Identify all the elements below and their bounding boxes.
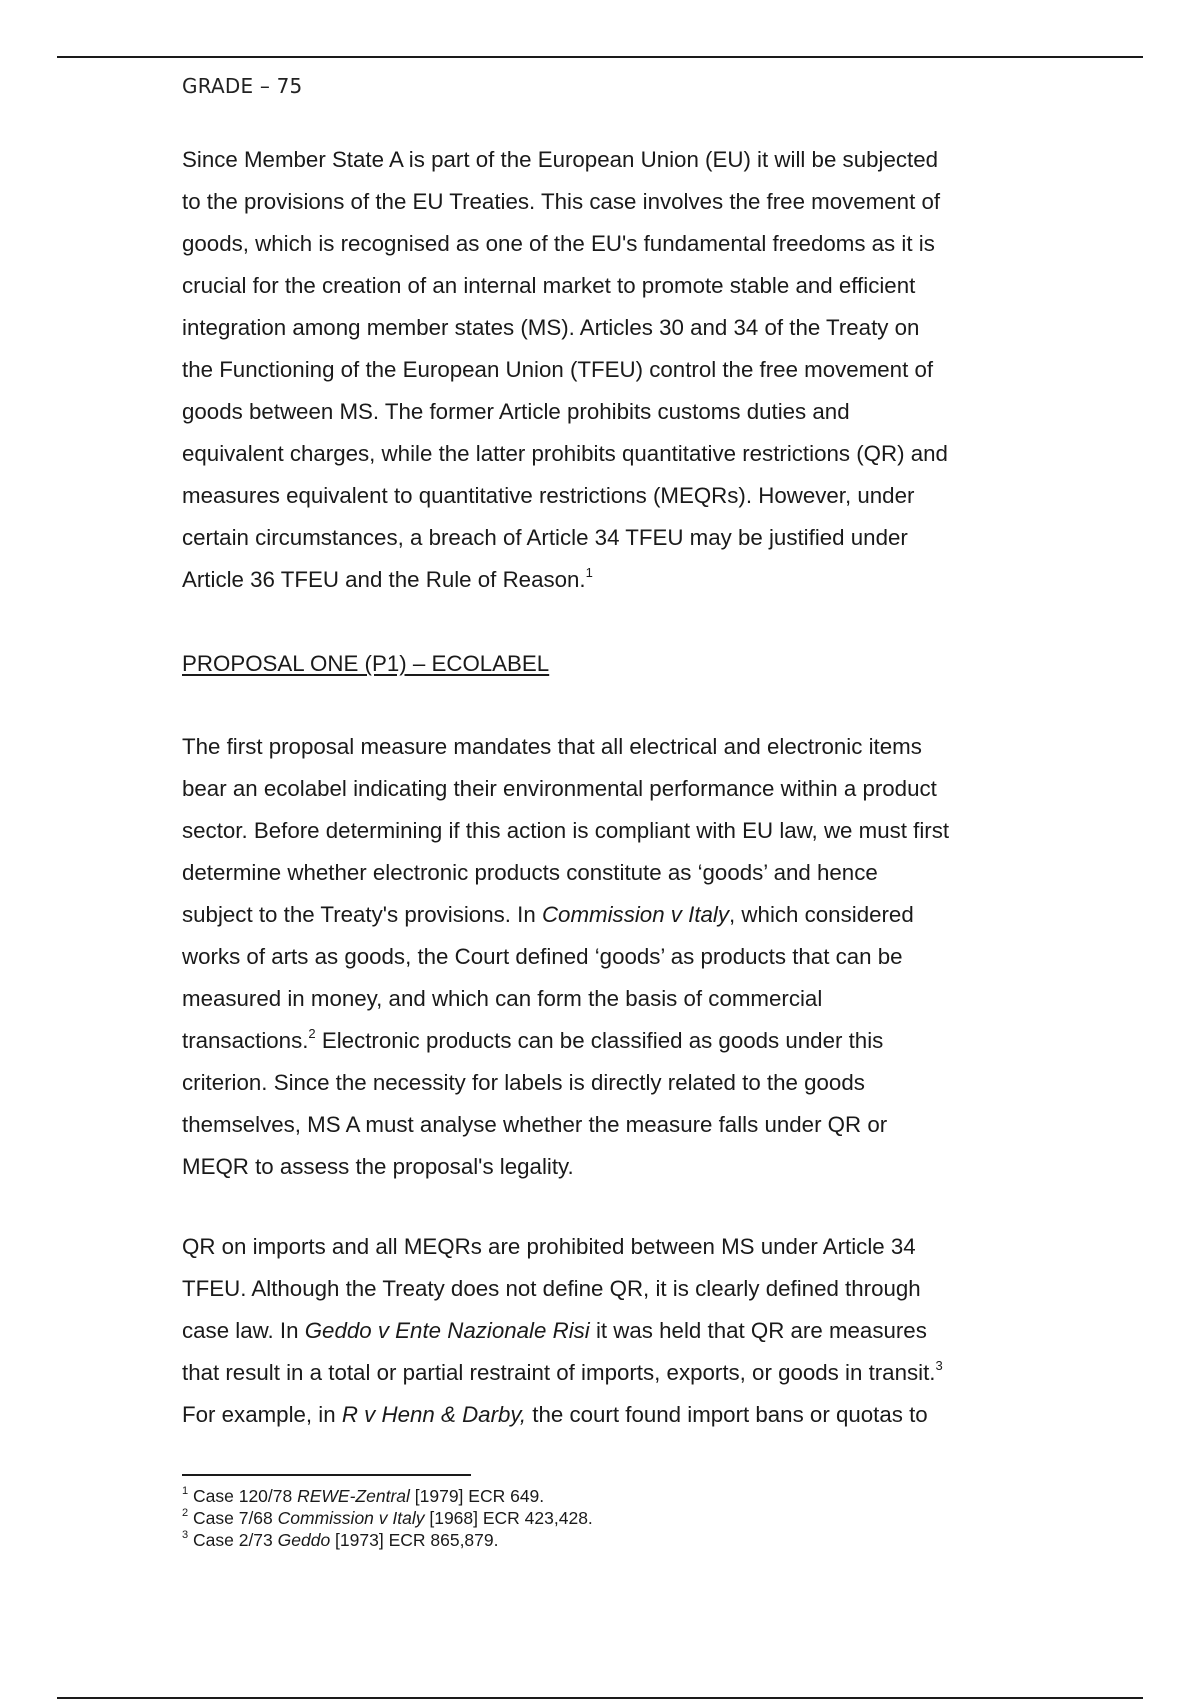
footnote-text: [1979] ECR 649. (409, 1486, 545, 1506)
footnote-text: [1973] ECR 865,879. (330, 1530, 499, 1550)
text-line (182, 1352, 1042, 1394)
footnote-1 (182, 1485, 593, 1507)
footnote-text: Case 120/78 (193, 1486, 298, 1506)
footnote-number: 3 (182, 1529, 189, 1542)
text-line: measured in money, and which can form the basis of commercial (182, 986, 823, 1011)
text-line: integration among member states (MS). Articles 30 and 34 of the Treaty on (182, 315, 920, 340)
intro-paragraph (182, 139, 1042, 601)
footnotes (182, 1485, 593, 1551)
footnote-text: [1968] ECR 423,428. (424, 1508, 593, 1528)
text-line: criterion. Since the necessity for labels is directly related to the goods (182, 1070, 865, 1095)
text-fragment: case law. In (182, 1318, 305, 1343)
footnote-text: Case 2/73 (193, 1530, 278, 1550)
footnote-separator (182, 1474, 471, 1476)
text-line: The first proposal measure mandates that all electrical and electronic items (182, 734, 922, 759)
qr-paragraph (182, 1226, 1042, 1436)
text-line: bear an ecolabel indicating their environmental performance within a product (182, 776, 937, 801)
text-line: goods, which is recognised as one of the EU's fundamental freedoms as it is (182, 231, 935, 256)
text-fragment: For example, in (182, 1402, 342, 1427)
text-line: crucial for the creation of an internal market to promote stable and efficient (182, 273, 916, 298)
text-fragment: transactions. (182, 1028, 309, 1053)
proposal-one-paragraph (182, 726, 1042, 1188)
text-line: to the provisions of the EU Treaties. This case involves the free movement of (182, 189, 941, 214)
text-line: the Functioning of the European Union (TFEU) control the free movement of (182, 357, 934, 382)
footnote-ref-3: 3 (935, 1357, 943, 1373)
footnote-case-name: REWE-Zentral (297, 1486, 410, 1506)
text-fragment: that result in a total or partial restraint of imports, exports, or goods in transit. (182, 1360, 936, 1385)
case-name-geddo: Geddo v Ente Nazionale Risi (304, 1318, 590, 1343)
text-line (182, 1310, 1042, 1352)
text-line: goods between MS. The former Article prohibits customs duties and (182, 399, 850, 424)
text-fragment: subject to the Treaty's provisions. In (182, 902, 542, 927)
footnote-case-name: Geddo (277, 1530, 331, 1550)
footnote-ref-1: 1 (585, 564, 593, 580)
text-line (182, 1394, 1042, 1436)
text-line: determine whether electronic products constitute as ‘goods’ and hence (182, 860, 878, 885)
case-name-henn-darby: R v Henn & Darby, (341, 1402, 527, 1427)
text-line (182, 1020, 1042, 1062)
text-line-content: Article 36 TFEU and the Rule of Reason. (182, 567, 586, 592)
text-line: themselves, MS A must analyse whether the measure falls under QR or (182, 1112, 888, 1137)
text-line (182, 894, 1042, 936)
text-line: equivalent charges, while the latter prohibits quantitative restrictions (QR) and (182, 441, 948, 466)
text-line: certain circumstances, a breach of Article 34 TFEU may be justified under (182, 525, 908, 550)
section-heading-proposal-one: PROPOSAL ONE (P1) – ECOLABEL (182, 651, 550, 676)
footnote-case-name: Commission v Italy (277, 1508, 425, 1528)
footnote-2 (182, 1507, 593, 1529)
case-name-commission-v-italy: Commission v Italy (541, 902, 730, 927)
text-fragment: , which considered (729, 902, 914, 927)
top-rule (57, 56, 1143, 58)
footnote-text: Case 7/68 (193, 1508, 278, 1528)
text-line: sector. Before determining if this action is compliant with EU law, we must first (182, 818, 950, 843)
text-line: QR on imports and all MEQRs are prohibited between MS under Article 34 (182, 1234, 916, 1259)
text-line: Since Member State A is part of the European Union (EU) it will be subjected (182, 147, 939, 172)
text-line: measures equivalent to quantitative restrictions (MEQRs). However, under (182, 483, 915, 508)
footnote-number: 1 (182, 1485, 189, 1498)
footnote-number: 2 (182, 1507, 189, 1520)
text-fragment: Electronic products can be classified as goods under this (315, 1028, 884, 1053)
text-fragment: the court found import bans or quotas to (526, 1402, 928, 1427)
text-line: MEQR to assess the proposal's legality. (182, 1154, 574, 1179)
footnote-ref-2: 2 (308, 1025, 316, 1041)
text-line: works of arts as goods, the Court defined ‘goods’ as products that can be (182, 944, 903, 969)
text-fragment: it was held that QR are measures (589, 1318, 927, 1343)
grade-header: GRADE – 75 (182, 74, 303, 98)
bottom-rule (57, 1697, 1143, 1699)
footnote-3 (182, 1529, 593, 1551)
text-line (182, 559, 1042, 601)
text-line: TFEU. Although the Treaty does not define QR, it is clearly defined through (182, 1276, 921, 1301)
